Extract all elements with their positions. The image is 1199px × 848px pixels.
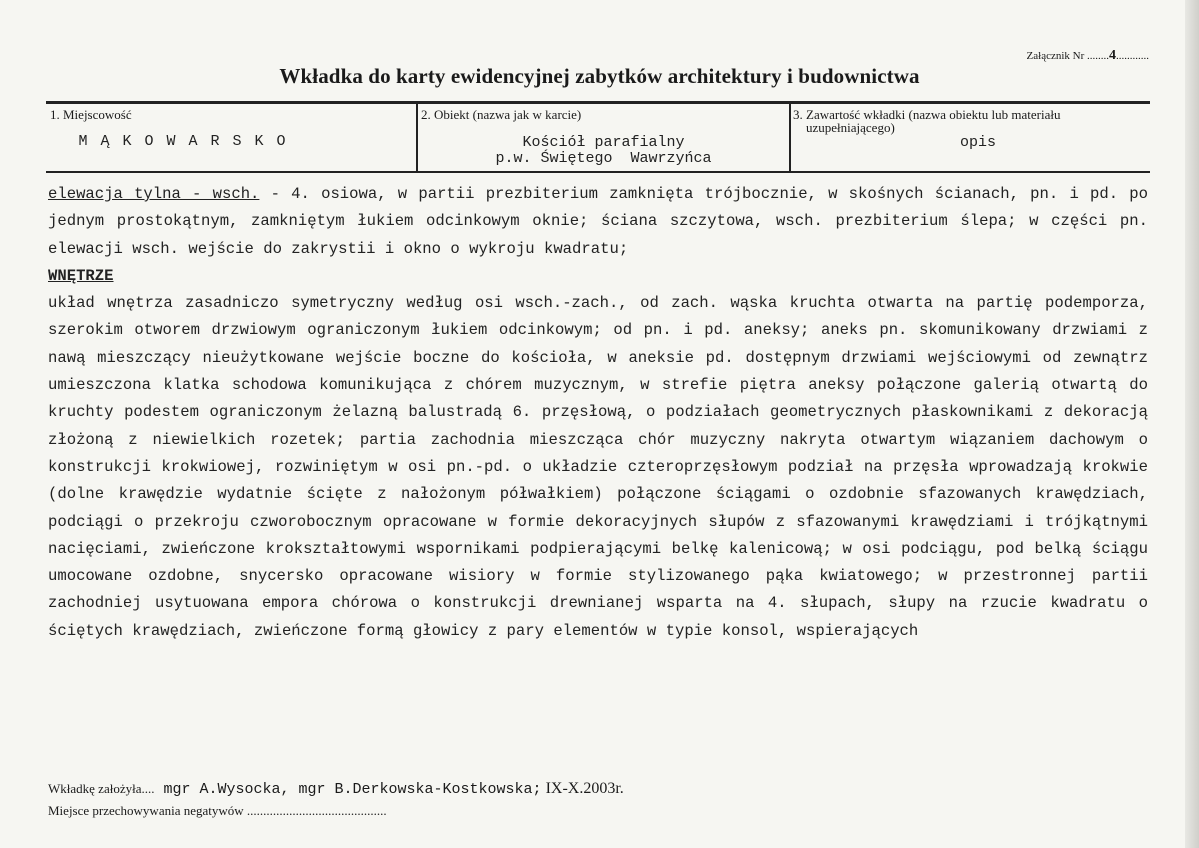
east-elevation-text: - 4. osiowa, w partii prezbiterium zamknięta trójbocznie, w skośnych ścianach, pn. i pd. po jednym prostokątnym, zamkniętym łukiem odcinkowym oknie; ściana szczytowa, wsch. prezbiterium ślepa; w części pn. elewacji wsch. wejście do zakrystii i okno o wykroju kwadratu; [48,185,1148,258]
header-col2-label: 2. Obiekt (nazwa jak w karcie) [421,107,582,122]
document-title: Wkładka do karty ewidencyjnej zabytków architektury i budownictwa [279,64,920,88]
section-heading-interior: WNĘTRZE [48,266,114,285]
header-col1-label: 1. Miejscowość [50,107,132,122]
negatives-location-dots: ........................................... [243,803,387,818]
header-col2-value-line1: Kościół parafialny [522,134,685,151]
annex-dots-after: ............ [1116,50,1149,62]
header-top-rule [46,101,1150,104]
header-bottom-rule [46,171,1150,173]
header-col3-label-line2: uzupełniającego) [806,120,895,135]
created-by-value: mgr A.Wysocka, mgr B.Derkowska-Kostkowska; [154,781,542,798]
annex-dots-before: ........ [1087,50,1109,62]
created-by-label: Wkładkę założyła.... [48,781,155,796]
annex-number-value: 4 [1109,48,1116,63]
annex-label: Załącznik Nr [1026,50,1085,62]
annex-number [1027,48,1149,64]
footer-created-by [48,780,624,798]
paragraph-interior: układ wnętrza zasadniczo symetryczny według osi wsch.-zach., od zach. wąska kruchta otwarta na partię podemporza, szerokim otworem drzwiowym ograniczonym łukiem odcinkowym; od pn. i pd. aneksy; aneks pn. skomunikowany drzwiami z nawą mieszczący nieużytkowane wejście boczne do kościoła, w aneksie pd. dostępnym drzwiami wejściowymi od zewnątrz umieszczona klatka schodowa komunikująca z chórem muzycznym, w strefie piętra aneksy połączone galerią otwartą do kruchty podestem ograniczonym żelazną balustradą 6. przęsłową, o podziałach geometrycznych płaskownikami z dekoracją złożoną z niewielkich rozetek; partia zachodnia mieszcząca chór muzyczny nakryta otwartym wiązaniem dachowym o konstrukcji krokwiowej, rozwiniętym w osi pn.-pd. o układzie czteroprzęsłowym podział na przęsła wprowadzają krokwie (dolne krawędzie wydatnie ścięte z nałożonym półwałkiem) połączone ściągami o ozdobnie sfazowanych krawędziach, podciągi o przekroju czworobocznym opracowane w formie dekoracyjnych słupów z sfazowanymi krawędziami i trójkątnymi nacięciami, zwieńczone krokształtowymi wspornikami podpierającymi belkę kalenicową; w osi podciągu, pod belką ściągu umocowane ozdobne, snycersko opracowane wisiory w formie stylizowanego pąka kwiatowego; w przestronnej partii zachodniej usytuowana empora chórowa o konstrukcji drewnianej wsparta na 4. słupach, słupy na rzucie kwadratu o ściętych krawędziach, zwieńczone formą głowicy z pary elementów w typie konsol, wspierających [48,294,1148,640]
description-body [48,181,1148,645]
created-date: IX-X.2003r. [541,780,624,797]
negatives-location-label: Miejsce przechowywania negatywów [48,803,244,818]
header-col3-label-line1: 3. Zawartość wkładki (nazwa obiektu lub materiału [793,107,1061,122]
page-edge-shadow [1185,0,1199,848]
header-col1-value: M Ą K O W A R S K O [78,133,288,150]
footer-negatives-location [48,803,387,819]
header-col2-value-line2: p.w. Świętego Wawrzyńca [495,150,712,167]
paragraph-east-elevation [48,181,1148,263]
east-elevation-label: elewacja tylna - wsch. [48,185,260,203]
header-col3-value: opis [959,134,996,151]
